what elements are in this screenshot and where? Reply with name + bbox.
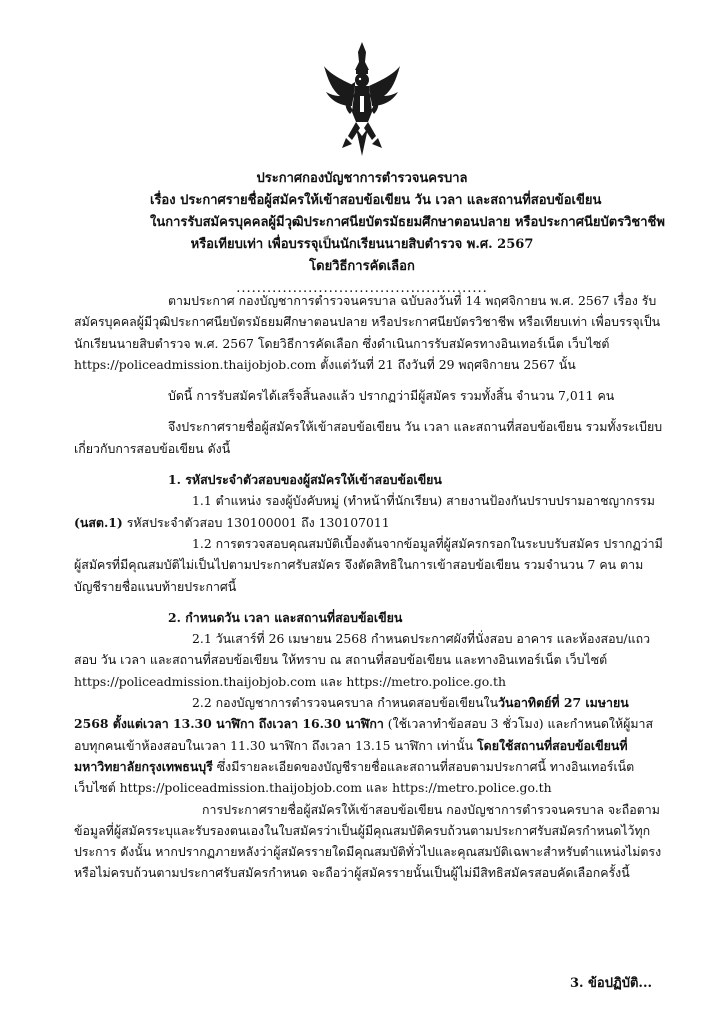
s2-2-details: ซึ่งมีรายละเอียดของบัญชีรายชื่อและสถานที่สอบตามประกาศนี้ ทางอินเทอร์เน็ต เว็บไซต์ https://policeadmission.thaijobjob.com และ https://metro.police.go.th xyxy=(74,758,635,796)
closing-paragraph: การประกาศรายชื่อผู้สมัครให้เข้าสอบข้อเขียน กองบัญชาการตำรวจนครบาล จะถือตามข้อมูลที่ผู้สมัครระบุและรับรองตนเองในใบสมัครว่าเป็นผู้มีคุณสมบัติครบถ้วนตามประกาศรับสมัครกำหนดไว้ทุกประการ ดังนั้น หากปรากฏภายหลังว่าผู้สมัครรายใดมีคุณสมบัติทั่วไปและคุณสมบัติเฉพาะสำหรับตำแหน่งไม่ตรงหรือไม่ครบถ้วนตามประกาศรับสมัครกำหนด จะถือว่าผู้สมัครรายนั้นเป็นผู้ไม่มีสิทธิสมัครสอบคัดเลือกครั้งนี้ xyxy=(74,801,662,881)
section-1-1-line-b xyxy=(74,512,664,533)
section-2-1-paragraph: 2.1 วันเสาร์ที่ 26 เมษายน 2568 กำหนดประกาศผังที่นั่งสอบ อาคาร และห้องสอบ/แถวสอบ วัน เวลา และสถานที่สอบข้อเขียน ให้ทราบ ณ สถานที่สอบข้อเขียน และทางอินเทอร์เน็ต เว็บไซต์ https://policeadmission.thaijobjob.com และ https://metro.police.go.th xyxy=(74,631,651,689)
exam-venue: โดยใช้สถานที่สอบข้อเขียนที่มหาวิทยาลัยกรุงเทพธนบุรี xyxy=(74,737,628,774)
section-1-1-line-a: 1.1 ตำแหน่ง รองผู้บังคับหมู่ (ทำหน้าที่นักเรียน) สายงานป้องกันปราบปรามอาชญากรรม xyxy=(192,493,655,509)
announcement-body xyxy=(74,290,664,884)
s2-2-intro: 2.2 กองบัญชาการตำรวจนครบาล กำหนดสอบข้อเขียนใน xyxy=(192,695,499,711)
subject-line-2: ในการรับสมัครบุคคลผู้มีวุฒิประกาศนียบัตรมัธยมศึกษาตอนปลาย หรือประกาศนียบัตรวิชาชีพ xyxy=(150,215,665,230)
next-page-marker: 3. ข้อปฏิบัติ... xyxy=(569,976,652,991)
exam-datetime: วันอาทิตย์ที่ 27 เมษายน 2568 ตั้งแต่เวลา 13.30 นาฬิกา ถึงเวลา 16.30 นาฬิกา xyxy=(74,695,629,732)
section-2-title: 2. กำหนดวัน เวลา และสถานที่สอบข้อเขียน xyxy=(168,609,403,625)
subject-line-4: โดยวิธีการคัดเลือก xyxy=(309,259,415,274)
position-code: (นสต.1) xyxy=(74,514,123,530)
separator-dots: ................................................. xyxy=(236,281,488,296)
section-1-2-paragraph: 1.2 การตรวจสอบคุณสมบัติเบื้องต้นจากข้อมูลที่ผู้สมัครกรอกในระบบรับสมัคร ปรากฏว่ามีผู้สมัครที่มีคุณสมบัติไม่เป็นไปตามประกาศรับสมัคร จึงตัดสิทธิในการเข้าสอบข้อเขียน รวมจำนวน 7 คน ตามบัญชีรายชื่อแนบท้ายประกาศนี้ xyxy=(74,535,663,594)
subject-line-3: หรือเทียบเท่า เพื่อบรรจุเป็นนักเรียนนายสิบตำรวจ พ.ศ. 2567 xyxy=(190,237,534,252)
announcement-heading xyxy=(150,168,665,300)
issuer-title: ประกาศกองบัญชาการตำรวจนครบาล xyxy=(256,171,468,186)
subject-line-1: เรื่อง ประกาศรายชื่อผู้สมัครให้เข้าสอบข้อเขียน วัน เวลา และสถานที่สอบข้อเขียน xyxy=(150,193,602,208)
announce-paragraph: จึงประกาศรายชื่อผู้สมัครให้เข้าสอบข้อเขียน วัน เวลา และสถานที่สอบข้อเขียน รวมทั้งระเบียบเกี่ยวกับการสอบข้อเขียน ดังนี้ xyxy=(74,419,663,456)
garuda-emblem-icon xyxy=(322,40,402,158)
section-2-2-paragraph xyxy=(74,692,664,798)
s2-2-entry-time: (ใช้เวลาทำข้อสอบ 3 ชั่วโมง) และกำหนดให้ผู้มาสอบทุกคนเข้าห้องสอบในเวลา 11.30 นาฬิกา ถึงเวลา 13.15 นาฬิกา เท่านั้น xyxy=(74,716,654,753)
applicant-count-paragraph: บัดนี้ การรับสมัครได้เสร็จสิ้นลงแล้ว ปรากฏว่ามีผู้สมัคร รวมทั้งสิ้น จำนวน 7,011 คน xyxy=(168,388,615,404)
section-1-title: 1. รหัสประจำตัวสอบของผู้สมัครให้เข้าสอบข้อเขียน xyxy=(168,472,442,488)
exam-id-range: รหัสประจำตัวสอบ 130100001 ถึง 130107011 xyxy=(122,514,390,530)
intro-paragraph: ตามประกาศ กองบัญชาการตำรวจนครบาล ฉบับลงวันที่ 14 พฤศจิกายน พ.ศ. 2567 เรื่อง รับสมัครบุคคลผู้มีวุฒิประกาศนียบัตรมัธยมศึกษาตอนปลาย หรือประกาศนียบัตรวิชาชีพ หรือเทียบเท่า เพื่อบรรจุเป็นนักเรียนนายสิบตำรวจ พ.ศ. 2567 โดยวิธีการคัดเลือก ซึ่งดำเนินการรับสมัครทางอินเทอร์เน็ต เว็บไซต์ https://policeadmission.thaijobjob.com ตั้งแต่วันที่ 21 ถึงวันที่ 29 พฤศจิกายน 2567 นั้น xyxy=(74,293,661,372)
